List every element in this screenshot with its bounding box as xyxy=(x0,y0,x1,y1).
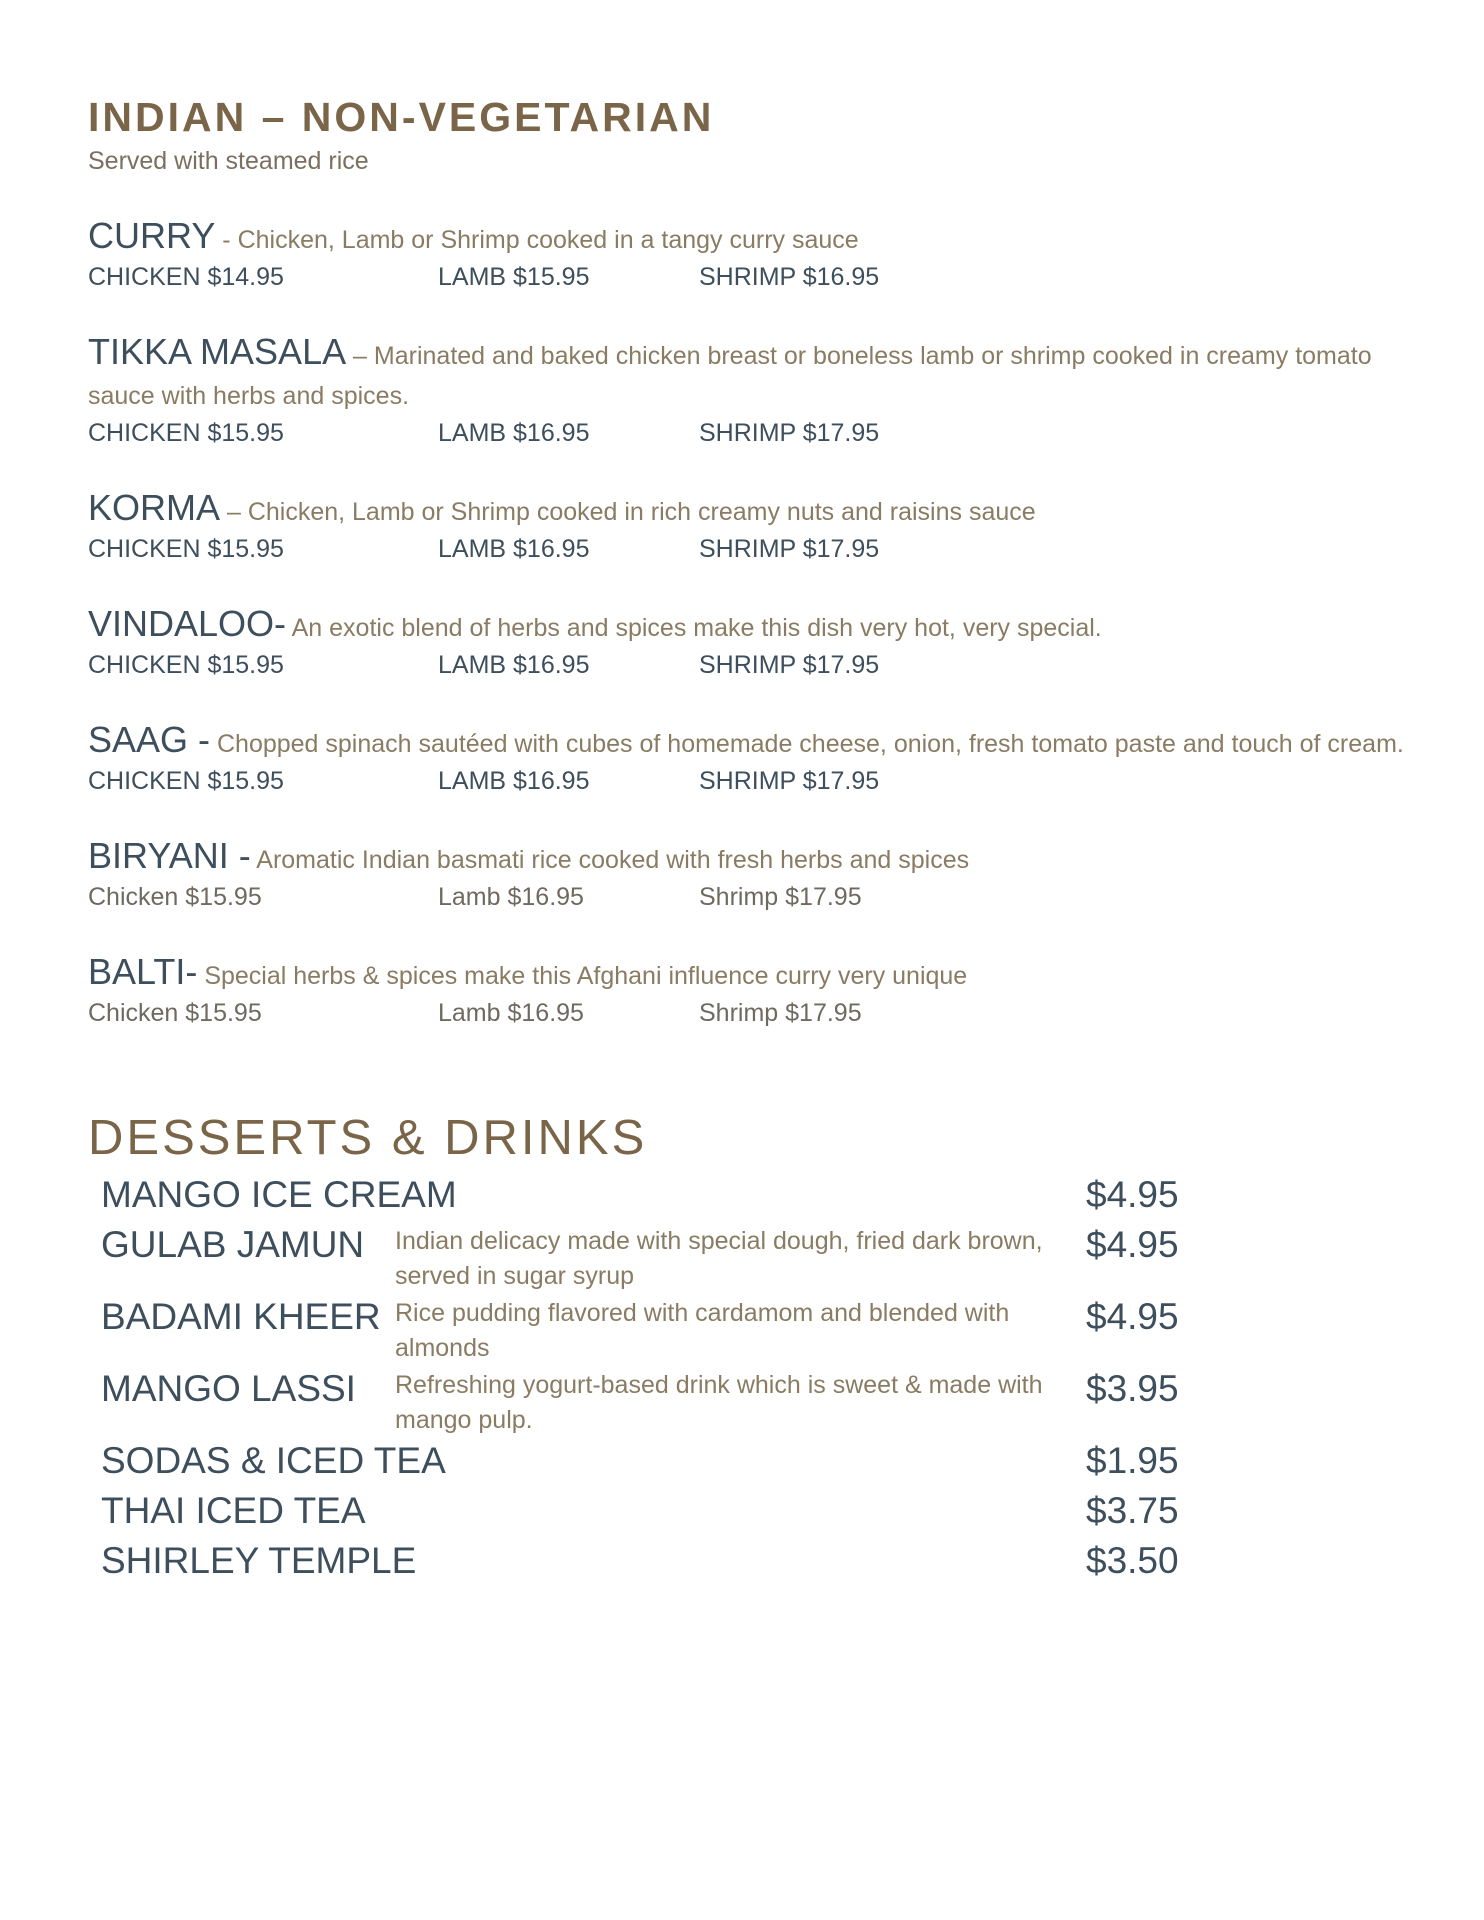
dish-name: BIRYANI - xyxy=(88,835,251,876)
dish-vindaloo xyxy=(88,604,1408,682)
price-lamb: Lamb $16.95 xyxy=(438,883,584,911)
price-chicken: Chicken $15.95 xyxy=(88,883,262,911)
dish-prices xyxy=(88,260,1408,294)
dish-prices xyxy=(88,996,1408,1030)
price-chicken: CHICKEN $15.95 xyxy=(88,651,284,679)
dish-description: An exotic blend of herbs and spices make this dish very hot, very special. xyxy=(291,614,1102,642)
price-chicken: CHICKEN $15.95 xyxy=(88,419,284,447)
dish-separator: - xyxy=(215,226,238,254)
section-subtitle: Served with steamed rice xyxy=(88,147,369,175)
dish-name: TIKKA MASALA xyxy=(88,331,347,372)
dish-name: CURRY xyxy=(88,215,216,256)
item-description: Rice pudding flavored with cardamom and blended with almonds xyxy=(395,1299,1010,1362)
dish-balti xyxy=(88,952,1408,1030)
dish-biryani xyxy=(88,836,1408,914)
menu-row xyxy=(101,1488,1191,1538)
price-shrimp: SHRIMP $17.95 xyxy=(699,767,880,795)
item-price: $1.95 xyxy=(1086,1440,1179,1481)
section-title-desserts: DESSERTS & DRINKS xyxy=(88,1111,648,1165)
item-name: SODAS & ICED TEA xyxy=(101,1440,446,1481)
item-name: MANGO ICE CREAM xyxy=(101,1174,457,1215)
dish-description: Aromatic Indian basmati rice cooked with fresh herbs and spices xyxy=(256,846,970,874)
menu-row xyxy=(101,1538,1191,1588)
price-shrimp: Shrimp $17.95 xyxy=(699,883,862,911)
dish-description: Chopped spinach sautéed with cubes of homemade cheese, onion, fresh tomato paste and touch of cream. xyxy=(216,730,1404,758)
price-lamb: Lamb $16.95 xyxy=(438,999,584,1027)
item-name: SHIRLEY TEMPLE xyxy=(101,1540,417,1581)
price-shrimp: SHRIMP $16.95 xyxy=(699,263,880,291)
dish-description: Special herbs & spices make this Afghani influence curry very unique xyxy=(204,962,968,990)
price-shrimp: SHRIMP $17.95 xyxy=(699,651,880,679)
dish-description: Marinated and baked chicken breast or boneless lamb or shrimp cooked in creamy tomato sauce with herbs and spices. xyxy=(88,342,1372,410)
menu-row xyxy=(101,1172,1191,1222)
menu-row xyxy=(101,1366,1191,1438)
item-name: GULAB JAMUN xyxy=(101,1224,365,1265)
price-chicken: Chicken $15.95 xyxy=(88,999,262,1027)
item-name: MANGO LASSI xyxy=(101,1368,356,1409)
dish-name: VINDALOO- xyxy=(88,603,287,644)
item-price: $3.95 xyxy=(1086,1368,1179,1409)
item-description: Refreshing yogurt-based drink which is sweet & made with mango pulp. xyxy=(395,1371,1043,1434)
dish-curry xyxy=(88,216,1408,294)
dish-prices xyxy=(88,532,1408,566)
menu-row xyxy=(101,1438,1191,1488)
desserts-table xyxy=(101,1172,1191,1588)
dish-prices xyxy=(88,416,1408,450)
menu-page xyxy=(88,92,1408,1588)
price-chicken: CHICKEN $15.95 xyxy=(88,767,284,795)
price-lamb: LAMB $16.95 xyxy=(438,767,590,795)
dish-korma xyxy=(88,488,1408,566)
dish-name: BALTI- xyxy=(88,951,198,992)
dish-name: SAAG - xyxy=(88,719,211,760)
item-price: $3.50 xyxy=(1086,1540,1179,1581)
price-lamb: LAMB $16.95 xyxy=(438,535,590,563)
dish-separator: – xyxy=(220,498,248,526)
section-title-indian: INDIAN – NON-VEGETARIAN xyxy=(88,94,715,140)
price-shrimp: SHRIMP $17.95 xyxy=(699,535,880,563)
price-lamb: LAMB $16.95 xyxy=(438,651,590,679)
dish-prices xyxy=(88,764,1408,798)
dish-prices xyxy=(88,648,1408,682)
price-shrimp: SHRIMP $17.95 xyxy=(699,419,880,447)
item-description: Indian delicacy made with special dough, fried dark brown, served in sugar syrup xyxy=(395,1227,1043,1290)
item-price: $4.95 xyxy=(1086,1224,1179,1265)
item-price: $4.95 xyxy=(1086,1296,1179,1337)
item-name: THAI ICED TEA xyxy=(101,1490,366,1531)
dish-separator xyxy=(210,730,217,758)
dish-separator: – xyxy=(346,342,374,370)
dish-prices xyxy=(88,880,1408,914)
price-shrimp: Shrimp $17.95 xyxy=(699,999,862,1027)
item-price: $4.95 xyxy=(1086,1174,1179,1215)
item-price: $3.75 xyxy=(1086,1490,1179,1531)
price-chicken: CHICKEN $14.95 xyxy=(88,263,284,291)
price-lamb: LAMB $15.95 xyxy=(438,263,590,291)
dish-description: Chicken, Lamb or Shrimp cooked in a tangy curry sauce xyxy=(237,226,859,254)
dish-tikka-masala xyxy=(88,332,1408,450)
dish-saag xyxy=(88,720,1408,798)
menu-row xyxy=(101,1222,1191,1294)
item-name: BADAMI KHEER xyxy=(101,1296,381,1337)
menu-row xyxy=(101,1294,1191,1366)
dish-description: Chicken, Lamb or Shrimp cooked in rich creamy nuts and raisins sauce xyxy=(247,498,1036,526)
price-lamb: LAMB $16.95 xyxy=(438,419,590,447)
price-chicken: CHICKEN $15.95 xyxy=(88,535,284,563)
dish-name: KORMA xyxy=(88,487,221,528)
